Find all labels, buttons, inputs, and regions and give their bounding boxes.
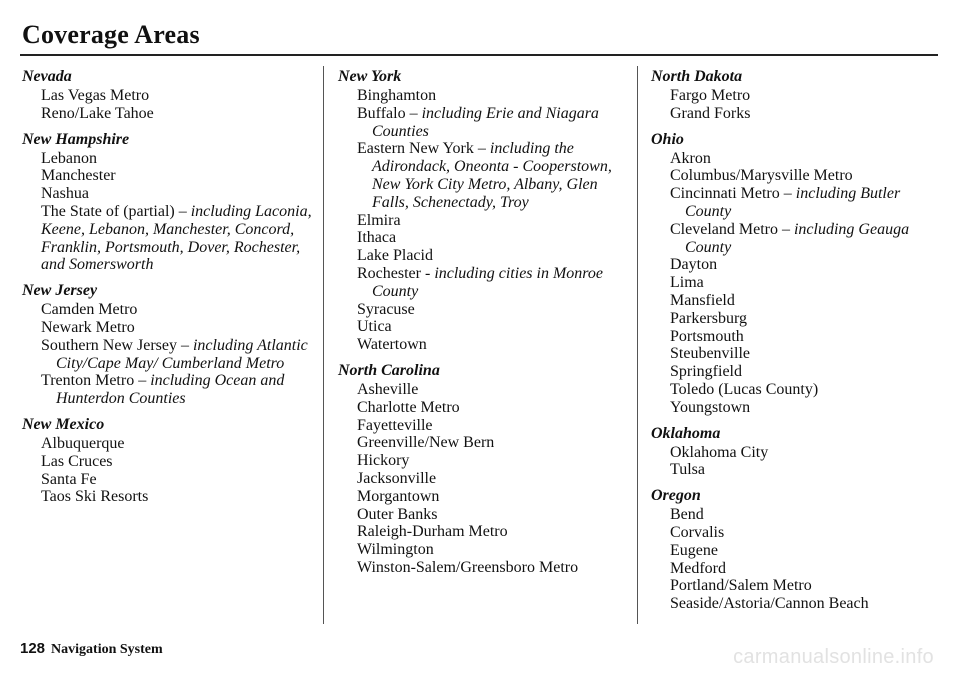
column-divider-2 [637,66,638,624]
list-item: Santa Fe [41,470,97,488]
list-item: Las Cruces [41,452,113,470]
list-item: Portland/Salem Metro [670,577,812,595]
list-item: Lake Placid [357,247,433,265]
list-item: Steubenville [670,345,750,363]
item-name: Cleveland Metro [670,220,778,238]
section-ohio [651,131,943,417]
list-item: Watertown [357,336,427,354]
page-footer [20,640,163,658]
state-heading: North Carolina [338,361,440,379]
item-sep: – [777,220,794,238]
list-item: Hickory [357,452,410,470]
list-item: Las Vegas Metro [41,87,150,104]
item-note: including Butler County [685,185,901,220]
section-oklahoma [651,425,943,480]
list-item: Camden Metro [41,301,138,319]
list-item: Fargo Metro [670,87,751,104]
state-heading: Oregon [651,487,701,505]
item-sep: – [473,140,490,158]
list-item: Outer Banks [357,505,438,523]
list-item [338,105,626,141]
list-item: Syracuse [357,300,415,318]
list-item: Parkersburg [670,309,748,327]
list-item [651,185,943,221]
item-name: Southern New Jersey [41,336,177,354]
item-note: including Geauga County [685,220,910,256]
list-item: Ithaca [357,229,397,247]
item-name: Cincinnati Metro [670,185,780,203]
column-1 [22,68,312,514]
list-item: Springfield [670,363,742,381]
item-note: including Erie and Niagara Counties [372,104,599,140]
state-heading: North Dakota [651,68,743,85]
state-heading: New York [338,68,402,85]
column-3 [651,68,943,621]
section-new-jersey [22,282,312,408]
section-north-carolina [338,362,626,577]
item-sep: - [420,264,435,282]
item-name: Eastern New York [357,140,474,158]
section-north-dakota [651,68,943,123]
item-name: Trenton Metro [41,372,135,390]
list-item: Eugene [670,541,718,559]
section-new-hampshire [22,131,312,275]
list-item: Manchester [41,167,116,185]
section-new-york [338,68,626,354]
item-name: The State of (partial) [41,202,175,220]
item-name: Rochester [357,264,421,282]
list-item: Charlotte Metro [357,398,460,416]
item-note: including Laconia, Keene, Lebanon, Manchester, Concord, Franklin, Portsmouth, Dover, Rochester, and Somersworth [41,202,312,274]
state-heading: Nevada [22,68,72,85]
section-nevada [22,68,312,123]
list-item [651,221,943,257]
list-item: Newark Metro [41,318,135,336]
item-note: including Ocean and Hunterdon Counties [56,372,285,408]
list-item: Dayton [670,256,718,274]
list-item: Seaside/Astoria/Cannon Beach [670,595,869,613]
list-item: Elmira [357,211,401,229]
state-heading: New Jersey [22,282,98,300]
list-item: Reno/Lake Tahoe [41,104,154,122]
list-item: Jacksonville [357,469,437,487]
list-item [22,337,312,373]
footer-label: Navigation System [51,642,163,657]
list-item: Taos Ski Resorts [41,488,149,506]
state-heading: New Hampshire [22,130,130,148]
column-divider-1 [323,66,324,624]
list-item: Corvalis [670,523,725,541]
list-item [338,140,626,211]
list-item: Mansfield [670,291,735,309]
list-item: Medford [670,559,726,577]
list-item: Grand Forks [670,104,751,122]
state-heading: Ohio [651,130,684,148]
item-sep: – [779,185,796,203]
list-item: Wilmington [357,541,434,559]
state-heading: Oklahoma [651,424,721,442]
page-number: 128 [20,640,46,657]
column-2 [338,68,626,585]
title-rule [20,54,938,56]
list-item: Akron [670,149,711,167]
list-item: Binghamton [357,87,437,104]
section-new-mexico [22,416,312,506]
list-item [22,203,312,274]
page-title: Coverage Areas [22,20,200,49]
item-note: including the Adirondack, Oneonta - Cooperstown, New York City Metro, Albany, Glen Falls, Schenectady, Troy [372,140,612,211]
list-item: Toledo (Lucas County) [670,380,819,398]
watermark: carmanualsonline.info [733,646,934,668]
list-item: Bend [670,506,704,524]
section-oregon [651,487,943,613]
item-sep: – [174,202,191,220]
list-item: Lima [670,274,704,292]
list-item: Oklahoma City [670,443,769,461]
item-note: including cities in Monroe County [372,264,604,300]
list-item: Portsmouth [670,327,744,345]
list-item: Columbus/Marysville Metro [670,167,853,185]
list-item [22,372,312,408]
list-item: Nashua [41,185,89,203]
list-item: Tulsa [670,461,705,479]
list-item: Albuquerque [41,434,125,452]
list-item: Morgantown [357,487,440,505]
list-item: Asheville [357,380,419,398]
list-item: Winston-Salem/Greensboro Metro [357,558,579,576]
state-heading: New Mexico [22,415,105,433]
item-sep: – [176,336,193,354]
item-note: including Atlantic City/Cape May/ Cumberland Metro [56,336,308,372]
item-sep: – [405,104,422,122]
list-item: Greenville/New Bern [357,434,495,452]
list-item: Youngstown [670,398,751,416]
list-item: Utica [357,318,392,336]
list-item [338,265,626,301]
list-item: Fayetteville [357,416,433,434]
list-item: Lebanon [41,149,97,167]
item-sep: – [134,372,151,390]
list-item: Raleigh-Durham Metro [357,523,508,541]
item-name: Buffalo [357,104,406,122]
